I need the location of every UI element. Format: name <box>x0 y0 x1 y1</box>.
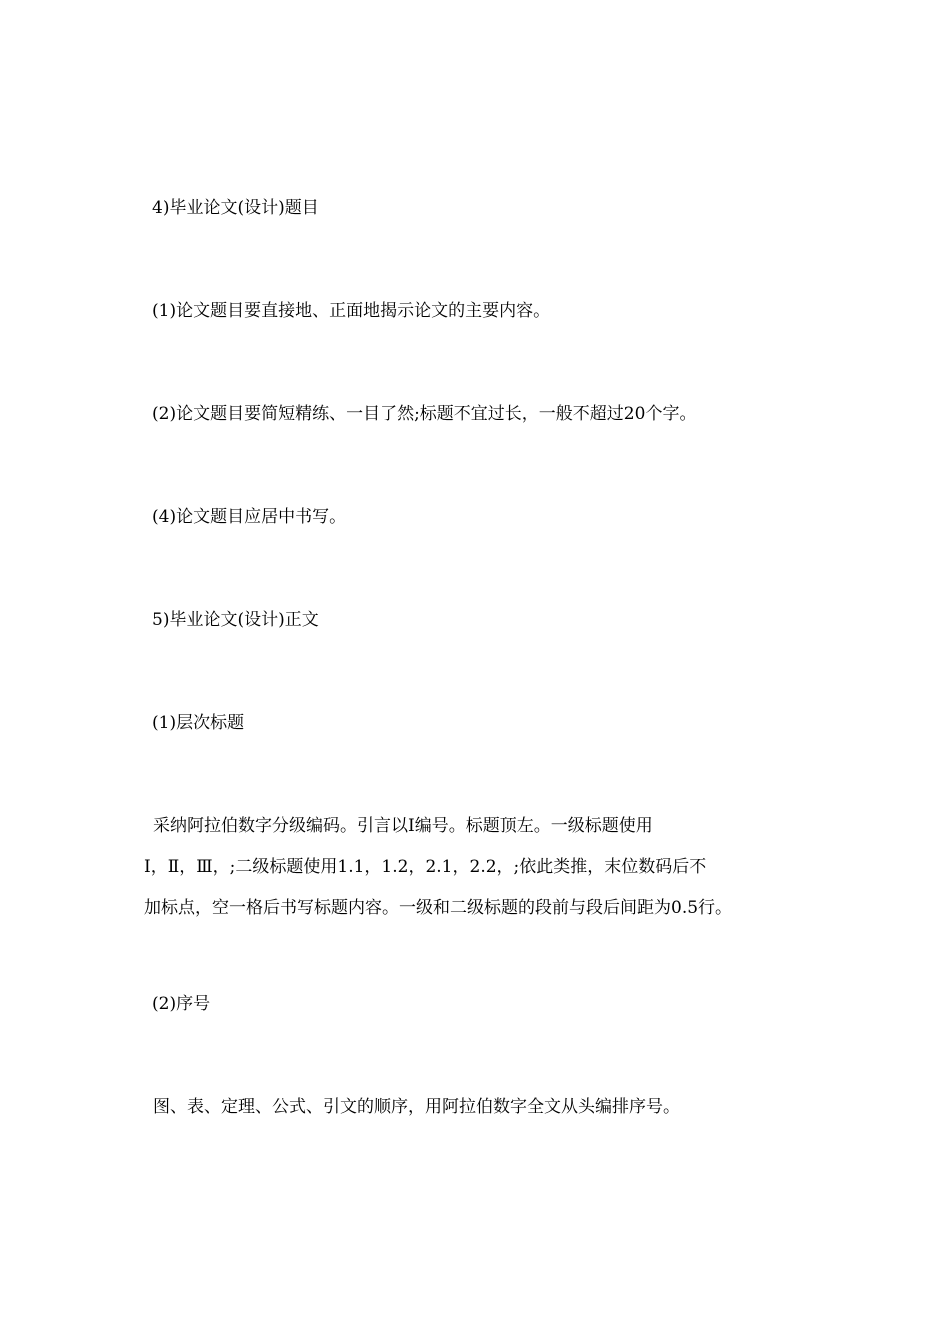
section-4-item-2: (2)论文题目要简短精练、一目了然;标题不宜过长，一般不超过20个字。 <box>152 404 697 424</box>
section-5-sub-2-body: 图、表、定理、公式、引文的顺序，用阿拉伯数字全文从头编排序号。 <box>153 1097 680 1117</box>
body-line-3: 加标点，空一格后书写标题内容。一级和二级标题的段前与段后间距为0.5行。 <box>144 898 733 918</box>
body-line-1: 采纳阿拉伯数字分级编码。引言以Ⅰ编号。标题顶左。一级标题使用 <box>153 816 653 836</box>
section-4-item-4: (4)论文题目应居中书写。 <box>152 507 347 527</box>
body-line-2: Ⅰ，Ⅱ，Ⅲ，;二级标题使用1.1，1.2，2.1，2.2，;依此类推，末位数码后不 <box>144 857 707 877</box>
section-4-heading: 4)毕业论文(设计)题目 <box>152 198 319 218</box>
section-5-sub-1-heading: (1)层次标题 <box>152 713 245 733</box>
section-5-sub-2-heading: (2)序号 <box>152 994 211 1014</box>
section-4-item-1: (1)论文题目要直接地、正面地揭示论文的主要内容。 <box>152 301 551 321</box>
section-5-heading: 5)毕业论文(设计)正文 <box>152 610 319 630</box>
section-5-sub-1-body <box>144 815 732 938</box>
